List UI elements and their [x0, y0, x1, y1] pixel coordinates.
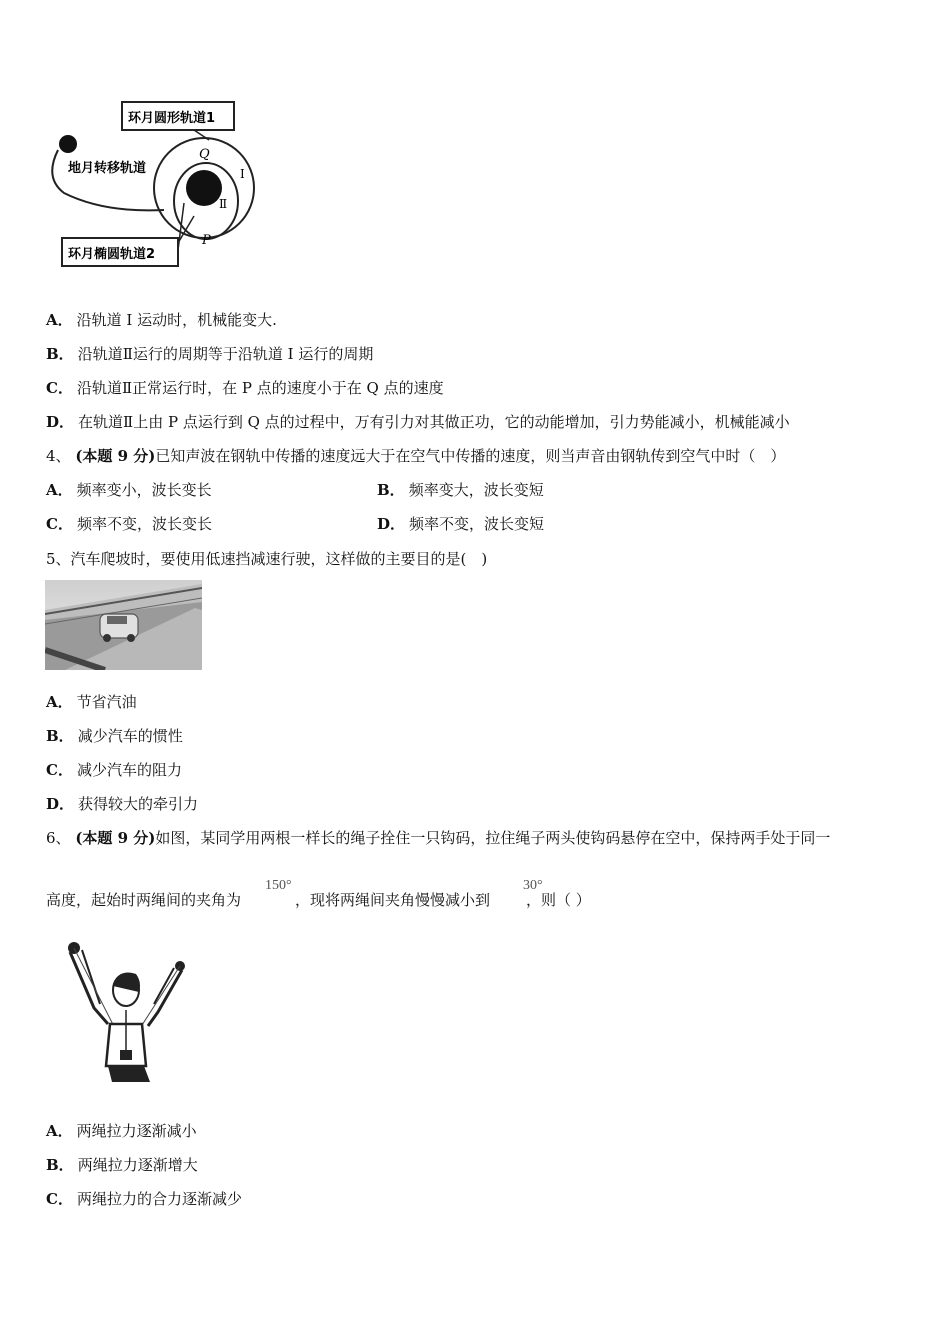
angle-start: 150° [265, 878, 292, 893]
orbit-ii-label: Ⅱ [219, 197, 228, 211]
orbit-diagram [44, 98, 264, 273]
option-text: 频率变大，波长变短 [408, 481, 544, 499]
option-text: 获得较大的牵引力 [78, 795, 199, 813]
question-text: 如图，某同学用两根一样长的绳子拴住一只钩码，拉住绳子两头使钩码悬停在空中，保持两手处于同一 [155, 829, 831, 847]
option-letter: D． [46, 413, 75, 431]
question-score: (本题 9 分) [75, 829, 156, 847]
option-text: 减少汽车的阻力 [76, 761, 182, 779]
hook-weight-icon [120, 1050, 132, 1060]
q6-option-a [46, 1121, 197, 1141]
q6-stem-line2 [46, 890, 591, 910]
option-text: 在轨道Ⅱ上由 P 点运行到 Q 点的过程中，万有引力对其做正功，它的动能增加，引力势能减小，机械能减小 [78, 413, 790, 431]
orbit-i-label: I [240, 167, 245, 181]
angle-end: 30° [523, 878, 543, 893]
option-letter: B． [46, 727, 74, 745]
q5-option-a [46, 692, 137, 712]
option-letter: D． [377, 515, 406, 533]
q4-option-a [46, 480, 212, 500]
label-transfer-orbit: 地月转移轨道 [68, 161, 147, 176]
q5-option-b [46, 726, 183, 746]
question-number: 6、 [46, 829, 71, 847]
option-letter: A． [46, 1122, 73, 1140]
q4-stem [46, 446, 785, 466]
q3-option-a [46, 310, 277, 330]
q5-option-c [46, 760, 182, 780]
q5-stem: 5、汽车爬坡时，要使用低速挡减速行驶，这样做的主要目的是( ) [46, 550, 488, 568]
q4-option-b [377, 480, 544, 500]
car-photo [45, 580, 202, 670]
option-text: 沿轨道 I 运动时，机械能变大. [76, 311, 277, 329]
q6-stem-line1 [46, 828, 830, 848]
option-text: 沿轨道Ⅱ正常运行时，在 P 点的速度小于在 Q 点的速度 [76, 379, 444, 397]
label-elliptical-orbit: 环月椭圆轨道2 [68, 247, 156, 262]
q4-option-d [377, 514, 544, 534]
option-text: 频率变小，波长变长 [76, 481, 212, 499]
q5-option-d [46, 794, 198, 814]
moon-icon [186, 170, 222, 206]
person-figure-svg [60, 938, 190, 1086]
label-circular-orbit: 环月圆形轨道1 [128, 111, 216, 126]
question-score: (本题 9 分) [75, 447, 156, 465]
question-text: 高度，起始时两绳间的夹角为 [46, 891, 242, 909]
q4-option-c [46, 514, 212, 534]
option-letter: A． [46, 481, 73, 499]
option-text: 频率不变，波长变长 [76, 515, 212, 533]
option-text: 两绳拉力逐渐减小 [76, 1122, 197, 1140]
car-photo-svg [45, 580, 202, 670]
question-text: ，则（ ） [526, 891, 591, 909]
earth-icon [59, 135, 77, 153]
option-text: 两绳拉力逐渐增大 [77, 1156, 198, 1174]
option-text: 沿轨道Ⅱ运行的周期等于沿轨道 I 运行的周期 [77, 345, 374, 363]
option-letter: D． [46, 795, 75, 813]
q3-option-d [46, 412, 790, 432]
option-letter: B． [46, 1156, 74, 1174]
option-letter: B． [46, 345, 74, 363]
point-q-label: Q [199, 147, 210, 162]
option-letter: A． [46, 311, 73, 329]
option-text: 减少汽车的惯性 [77, 727, 183, 745]
option-text: 频率不变，波长变短 [409, 515, 545, 533]
option-letter: C． [46, 379, 73, 397]
transfer-orbit-path [52, 150, 164, 210]
question-number: 4、 [46, 447, 71, 465]
person-figure [60, 938, 190, 1086]
option-letter: A． [46, 693, 73, 711]
option-letter: C． [46, 1190, 73, 1208]
q6-option-b [46, 1155, 198, 1175]
option-letter: B． [377, 481, 405, 499]
q6-option-c [46, 1189, 242, 1209]
question-text: 已知声波在钢轨中传播的速度远大于在空气中传播的速度，则当声音由钢轨传到空气中时（ ） [155, 447, 786, 465]
point-p-label: P [202, 233, 211, 248]
option-text: 两绳拉力的合力逐渐减少 [76, 1190, 242, 1208]
q3-option-c [46, 378, 444, 398]
option-letter: C． [46, 761, 73, 779]
option-text: 节省汽油 [76, 693, 137, 711]
question-text: ，现将两绳间夹角慢慢减小到 [295, 891, 491, 909]
q3-option-b [46, 344, 373, 364]
option-letter: C． [46, 515, 73, 533]
orbit-diagram-svg [44, 98, 264, 273]
